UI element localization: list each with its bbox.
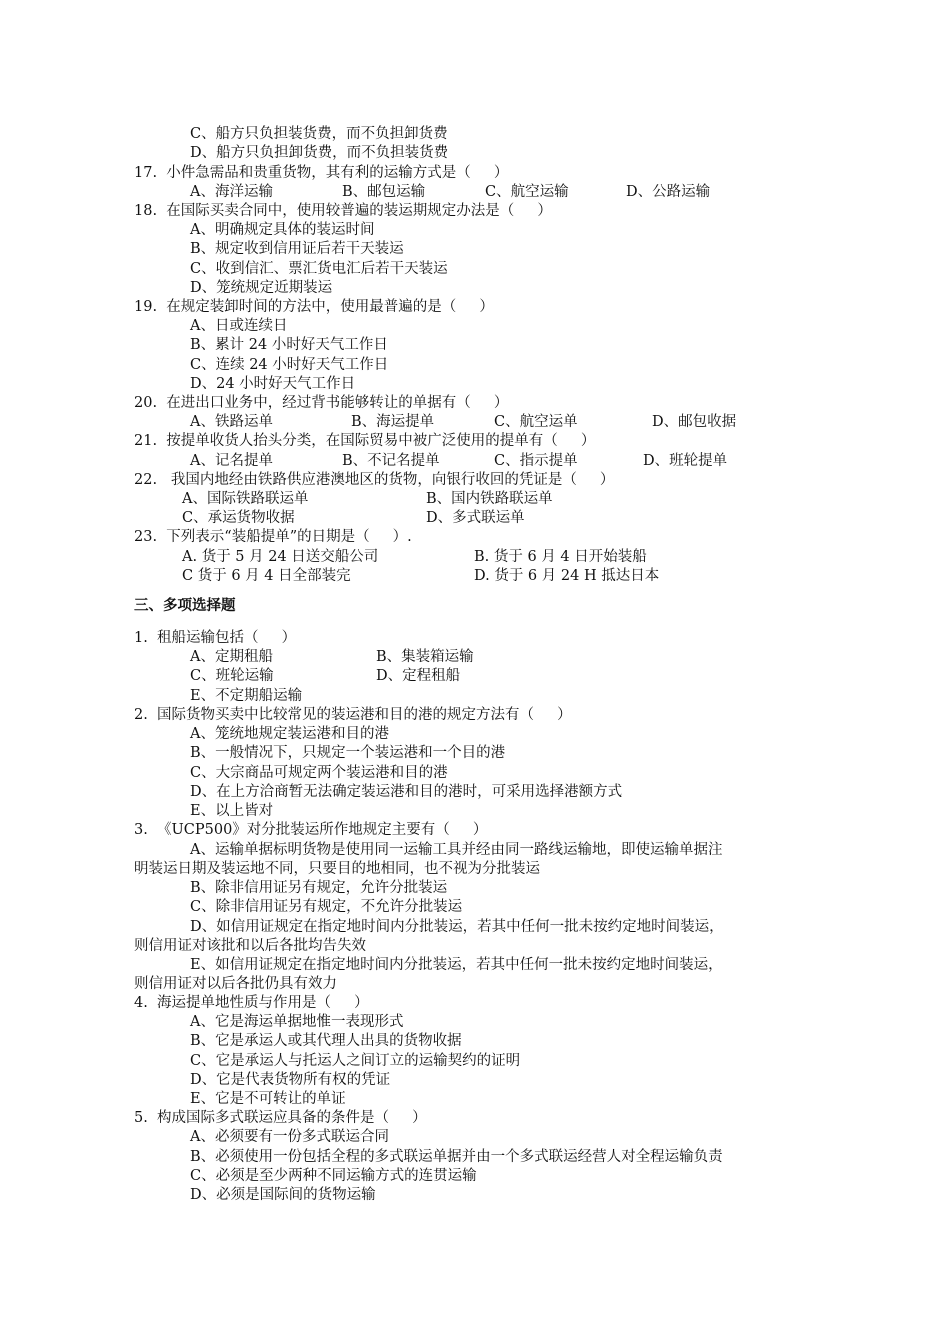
text-line: A、运输单据标明货物是使用同一运输工具并经由同一路线运输地，即使运输单据注 xyxy=(190,842,723,858)
text-line: 4. 海运提单地性质与作用是（ ） xyxy=(134,995,369,1011)
section-heading: 三、多项选择题 xyxy=(134,598,236,614)
text-line: A、它是海运单据地惟一表现形式 xyxy=(190,1014,404,1030)
text-line: E、不定期船运输 xyxy=(190,688,303,704)
text-line: 5. 构成国际多式联运应具备的条件是（ ） xyxy=(134,1110,427,1126)
text-line: C、必须是至少两种不同运输方式的连贯运输 xyxy=(190,1168,477,1184)
text-line: 20. 在进出口业务中，经过背书能够转让的单据有（ ） xyxy=(134,395,509,411)
text-line: A、明确规定具体的装运时间 xyxy=(190,222,375,238)
text-line: 23. 下列表示“装船提单”的日期是（ ）. xyxy=(134,529,412,545)
text-line: B、一般情况下，只规定一个装运港和一个目的港 xyxy=(190,745,506,761)
option-text: D、定程租船 xyxy=(376,668,461,684)
text-line: C、除非信用证另有规定，不允许分批装运 xyxy=(190,899,463,915)
text-line: A、必须要有一份多式联运合同 xyxy=(190,1129,389,1145)
text-line: D、它是代表货物所有权的凭证 xyxy=(190,1072,391,1088)
text-line: D、24 小时好天气工作日 xyxy=(190,376,356,392)
text-line: 21. 按提单收货人抬头分类，在国际贸易中被广泛使用的提单有（ ） xyxy=(134,433,596,449)
text-line: C 货于 6 月 4 日全部装完 xyxy=(182,568,351,584)
text-line: C、班轮运输 xyxy=(190,668,274,684)
option-text: C、航空运单 xyxy=(494,414,578,430)
text-line: 17. 小件急需品和贵重货物，其有利的运输方式是（ ） xyxy=(134,165,509,181)
text-line: A、笼统地规定装运港和目的港 xyxy=(190,726,389,742)
text-line: 1. 租船运输包括（ ） xyxy=(134,630,297,646)
option-text: D、班轮提单 xyxy=(643,453,728,469)
text-line: 22. 我国内地经由铁路供应港澳地区的货物，向银行收回的凭证是（ ） xyxy=(134,472,615,488)
text-line: E、它是不可转让的单证 xyxy=(190,1091,346,1107)
text-line: 3. 《UCP500》对分批装运所作地规定主要有（ ） xyxy=(134,822,488,838)
text-line: 则信用证对该批和以后各批均告失效 xyxy=(134,938,366,954)
text-line: A、日或连续日 xyxy=(190,318,288,334)
text-line: A、国际铁路联运单 xyxy=(182,491,309,507)
option-text: B、邮包运输 xyxy=(342,184,426,200)
option-text: B、不记名提单 xyxy=(342,453,440,469)
option-text: C、航空运输 xyxy=(485,184,569,200)
option-text: D. 货于 6 月 24 H 抵达日本 xyxy=(474,568,660,584)
text-line: D、在上方洽商暂无法确定装运港和目的港时，可采用选择港额方式 xyxy=(190,784,623,800)
option-text: D、邮包收据 xyxy=(652,414,737,430)
text-line: B、累计 24 小时好天气工作日 xyxy=(190,337,388,353)
text-line: B、它是承运人或其代理人出具的货物收据 xyxy=(190,1033,462,1049)
text-line: E、如信用证规定在指定地时间内分批装运，若其中任何一批未按约定地时间装运， xyxy=(190,957,723,973)
text-line: B、规定收到信用证后若干天装运 xyxy=(190,241,404,257)
text-line: A、铁路运单 xyxy=(190,414,273,430)
option-text: C、指示提单 xyxy=(494,453,578,469)
option-text: D、多式联运单 xyxy=(426,510,525,526)
text-line: A、定期租船 xyxy=(190,649,273,665)
text-line: B、除非信用证另有规定，允许分批装运 xyxy=(190,880,448,896)
text-line: C、船方只负担装货费，而不负担卸货费 xyxy=(190,126,448,142)
text-line: D、必须是国际间的货物运输 xyxy=(190,1187,376,1203)
option-text: B、国内铁路联运单 xyxy=(426,491,553,507)
text-line: 则信用证对以后各批仍具有效力 xyxy=(134,976,337,992)
text-line: 18. 在国际买卖合同中，使用较普遍的装运期规定办法是（ ） xyxy=(134,203,552,219)
option-text: B、海运提单 xyxy=(351,414,435,430)
option-text: D、公路运输 xyxy=(626,184,711,200)
text-line: C、大宗商品可规定两个装运港和目的港 xyxy=(190,765,448,781)
text-line: 2. 国际货物买卖中比较常见的装运港和目的港的规定方法有（ ） xyxy=(134,707,572,723)
text-line: C、收到信汇、票汇货电汇后若干天装运 xyxy=(190,261,448,277)
text-line: 明装运日期及装运地不同，只要目的地相同，也不视为分批装运 xyxy=(134,861,540,877)
text-line: B、必须使用一份包括全程的多式联运单据并由一个多式联运经营人对全程运输负责 xyxy=(190,1149,723,1165)
text-line: A、记名提单 xyxy=(190,453,273,469)
text-line: A、海洋运输 xyxy=(190,184,273,200)
text-line: C、连续 24 小时好天气工作日 xyxy=(190,357,389,373)
option-text: B. 货于 6 月 4 日开始装船 xyxy=(474,549,647,565)
text-line: D、船方只负担卸货费，而不负担装货费 xyxy=(190,145,449,161)
text-line: E、以上皆对 xyxy=(190,803,274,819)
text-line: 19. 在规定装卸时间的方法中，使用最普遍的是（ ） xyxy=(134,299,494,315)
text-line: C、它是承运人与托运人之间订立的运输契约的证明 xyxy=(190,1053,521,1069)
text-line: D、笼统规定近期装运 xyxy=(190,280,333,296)
option-text: B、集装箱运输 xyxy=(376,649,474,665)
text-line: A. 货于 5 月 24 日送交船公司 xyxy=(182,549,379,565)
text-line: D、如信用证规定在指定地时间内分批装运，若其中任何一批未按约定地时间装运， xyxy=(190,919,724,935)
text-line: C、承运货物收据 xyxy=(182,510,295,526)
